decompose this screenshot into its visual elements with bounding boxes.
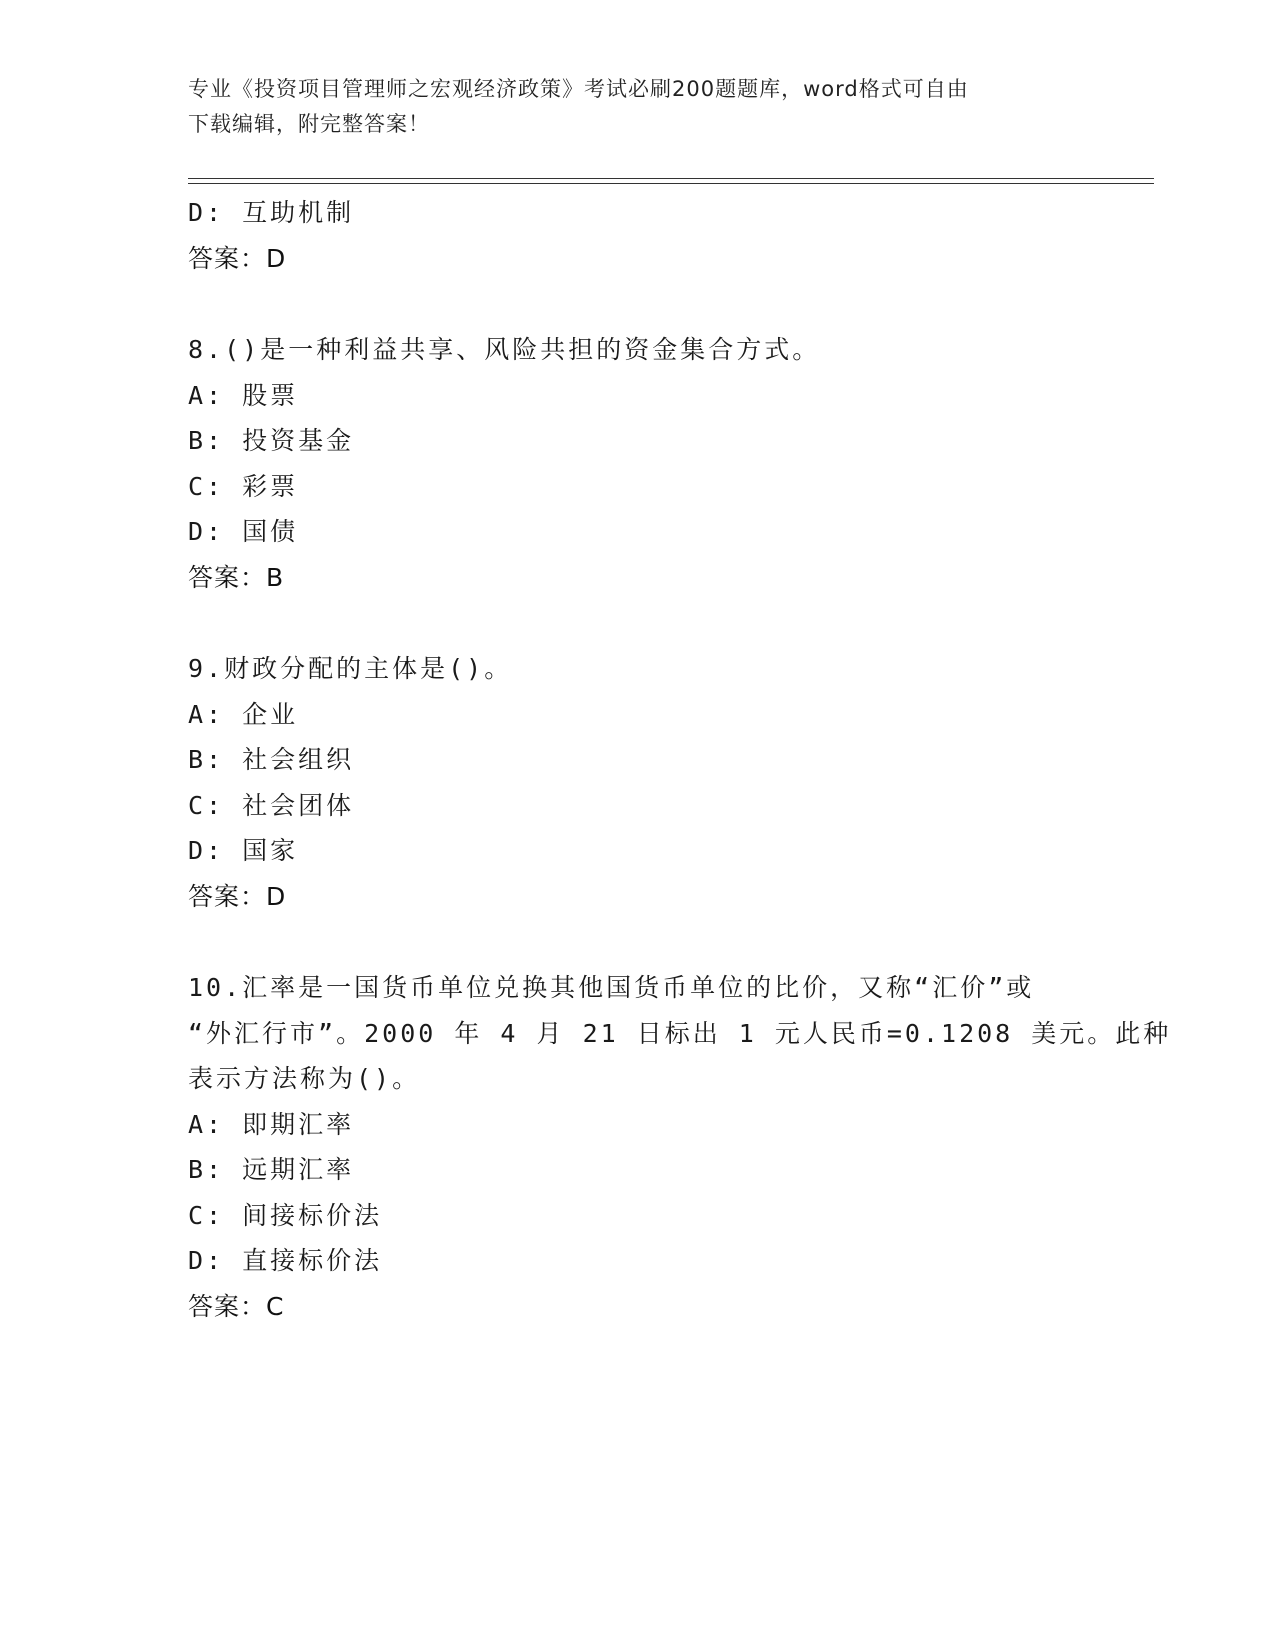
q10-answer: 答案：C [188, 1291, 285, 1321]
prev-answer: 答案：D [188, 243, 287, 273]
q9-option-b: B: 社会组织 [188, 745, 355, 774]
q10-option-d: D: 直接标价法 [188, 1246, 383, 1275]
header-divider-top [188, 178, 1154, 179]
q8-option-d: D: 国债 [188, 517, 299, 546]
q9-option-a: A: 企业 [188, 699, 299, 729]
q10-question-line-3: 表示方法称为()。 [188, 1064, 421, 1093]
prev-option-d: D: 互助机制 [188, 198, 355, 227]
document-header [188, 72, 1068, 142]
question-list [188, 190, 1172, 1329]
q10-question-line-2: “外汇行市”。2000 年 4 月 21 日标出 1 元人民币=0.1208 美元。此种 [188, 1018, 1172, 1048]
q9-answer: 答案：D [188, 881, 287, 911]
q10-option-b: B: 远期汇率 [188, 1155, 355, 1184]
q10-option-a: A: 即期汇率 [188, 1109, 355, 1139]
q8-option-a: A: 股票 [188, 380, 299, 410]
q9-question: 9.财政分配的主体是()。 [188, 654, 513, 683]
q8-option-b: B: 投资基金 [188, 426, 355, 455]
header-line-2: 下载编辑，附完整答案！ [188, 112, 430, 136]
q9-option-d: D: 国家 [188, 836, 299, 865]
header-divider-bottom [188, 183, 1154, 184]
q8-option-c: C: 彩票 [188, 471, 299, 501]
q8-answer: 答案：B [188, 562, 285, 592]
header-line-1: 专业《投资项目管理师之宏观经济政策》考试必刷200题题库，word格式可自由 [188, 77, 969, 101]
q9-option-c: C: 社会团体 [188, 790, 355, 820]
q8-question: 8.()是一种利益共享、风险共担的资金集合方式。 [188, 335, 821, 364]
q10-option-c: C: 间接标价法 [188, 1200, 383, 1230]
q10-question-line-1: 10.汇率是一国货币单位兑换其他国货币单位的比价，又称“汇价”或 [188, 973, 1035, 1002]
